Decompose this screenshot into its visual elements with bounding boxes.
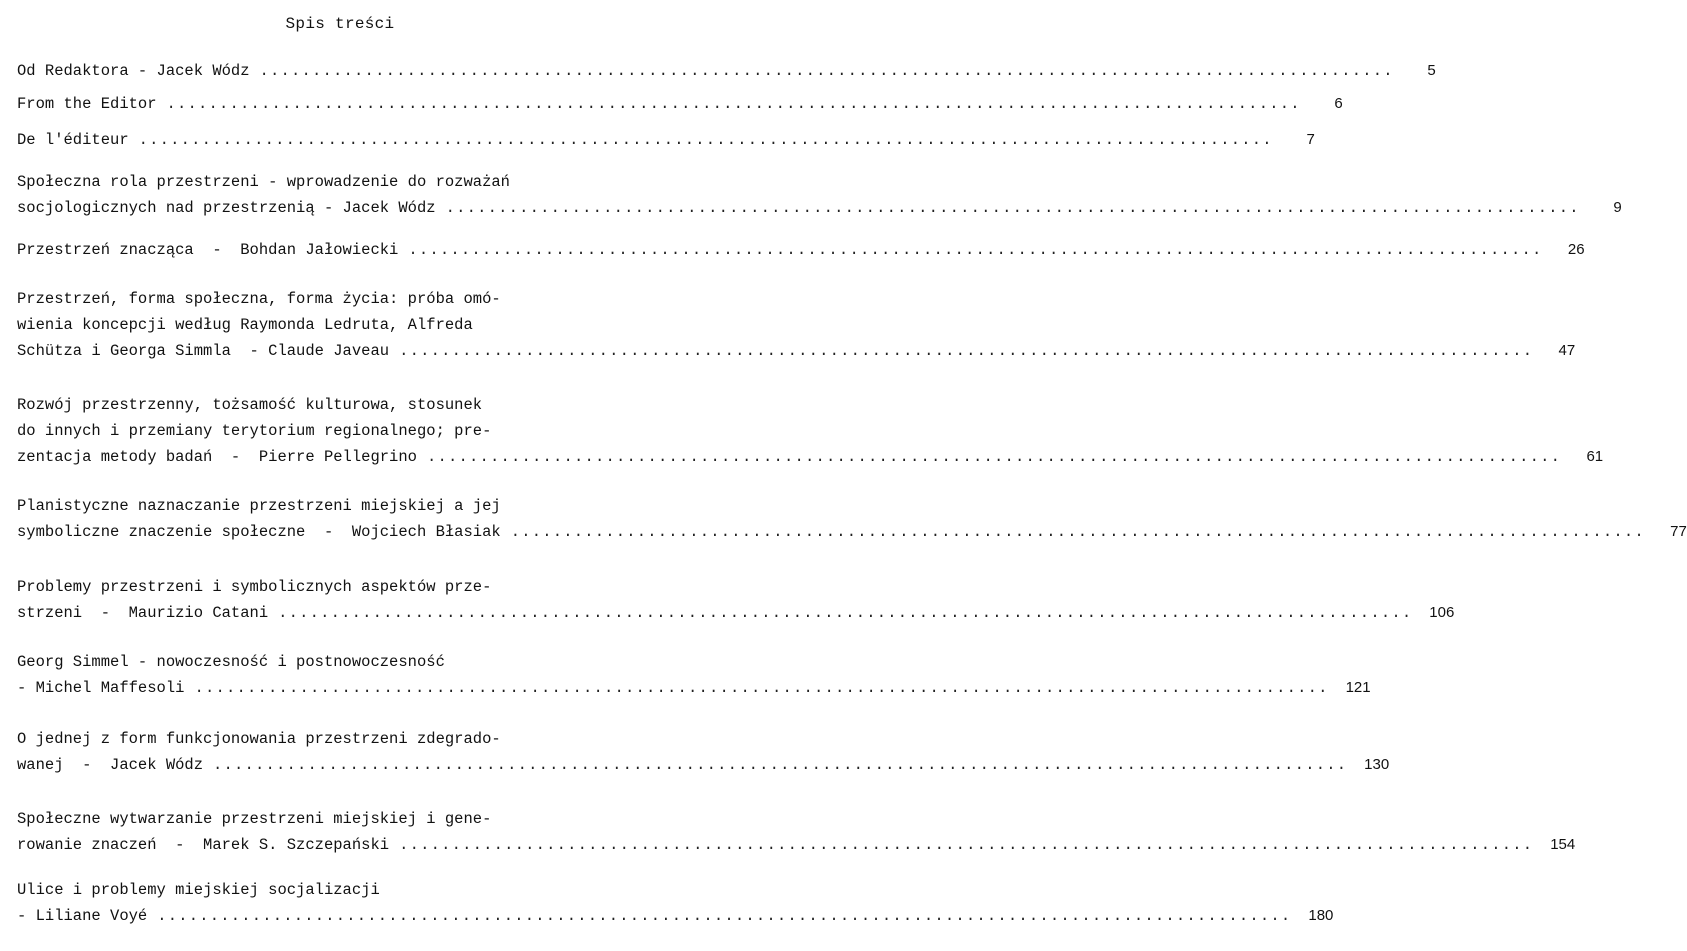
toc-entry (17, 726, 1390, 778)
toc-entry-text: do innych i przemiany terytorium regionalnego; pre- (17, 422, 492, 440)
toc-entry-text: zentacja metody badań - Pierre Pellegrino (17, 448, 417, 466)
toc-entry-line (17, 169, 663, 195)
page-number: 121 (1345, 679, 1371, 696)
toc-entry-line (17, 600, 1455, 626)
page-number: 77 (1670, 523, 1687, 540)
toc-entry-text: Ulice i problemy miejskiej socjalizacji (17, 881, 380, 899)
toc-entry-text: De l'éditeur (17, 131, 129, 149)
page-number: 130 (1364, 756, 1390, 773)
toc-entry-text: Społeczna rola przestrzeni - wprowadzenie do rozważań (17, 173, 510, 191)
page-number: 26 (1567, 241, 1585, 258)
toc-entry-line (17, 338, 1576, 364)
page-number: 7 (1306, 131, 1315, 148)
toc-entry-text: Od Redaktora - Jacek Wódz (17, 62, 250, 80)
toc-entry-text: Schütza i Georga Simmla - Claude Javeau (17, 342, 390, 360)
toc-entry-text: - Liliane Voyé (17, 907, 148, 925)
toc-entry-line (17, 519, 1687, 545)
toc-entry-line (17, 877, 663, 903)
toc-entry-line (17, 312, 663, 338)
toc-entry-line (17, 286, 663, 312)
toc-entry (17, 58, 1436, 84)
dot-leader: ............................................................................................................ (278, 604, 1413, 622)
toc-entry-line (17, 903, 1334, 929)
page-number: 9 (1613, 199, 1622, 216)
toc-entry-text: O jednej z form funkcjonowania przestrzeni zdegrado- (17, 730, 501, 748)
toc-entry-line (17, 675, 1371, 701)
dot-leader: ............................................................................................................ (166, 95, 1301, 113)
page-title: Spis treści (285, 15, 395, 33)
dot-leader: ............................................................................................................ (138, 131, 1273, 149)
toc-entry-text: Społeczne wytwarzanie przestrzeni miejskiej i gene- (17, 810, 492, 828)
toc-entry-line (17, 91, 1343, 117)
toc-entry-text: Georg Simmel - nowoczesność i postnowoczesność (17, 653, 445, 671)
toc-entry-line (17, 806, 663, 832)
dot-leader: ............................................................................................................ (445, 199, 1580, 217)
toc-entry-text: socjologicznych nad przestrzenią - Jacek Wódz (17, 199, 436, 217)
toc-entry-line (17, 832, 1576, 858)
page-number: 154 (1550, 836, 1576, 853)
toc-entry-line (17, 574, 663, 600)
toc-entry-text: Przestrzeń znacząca - Bohdan Jałowiecki (17, 241, 399, 259)
toc-entry-line (17, 752, 1390, 778)
toc-entry-line (17, 237, 1585, 263)
toc-entry-line (17, 127, 1315, 153)
toc-entry-line (17, 444, 1604, 470)
toc-entry (17, 127, 1315, 153)
toc-entry-text: wanej - Jacek Wódz (17, 756, 204, 774)
toc-entry-text: wienia koncepcji według Raymonda Ledruta, Alfreda (17, 316, 473, 334)
page-number: 180 (1308, 907, 1334, 924)
toc-entry-text: strzeni - Maurizio Catani (17, 604, 269, 622)
dot-leader: ............................................................................................................ (399, 836, 1534, 854)
toc-entry-line (17, 195, 1622, 221)
toc-entry-line (17, 58, 1436, 84)
toc-entry-line (17, 726, 663, 752)
dot-leader: ............................................................................................................ (259, 62, 1394, 80)
dot-leader: ............................................................................................................ (408, 241, 1543, 259)
toc-entry-text: Rozwój przestrzenny, tożsamość kulturowa, stosunek (17, 396, 483, 414)
toc-entry (17, 91, 1343, 117)
toc-entry-line (17, 493, 663, 519)
dot-leader: ............................................................................................................ (157, 907, 1292, 925)
page-number: 47 (1558, 342, 1576, 359)
toc-entry-line (17, 418, 663, 444)
toc-entry-text: Przestrzeń, forma społeczna, forma życia: próba omó- (17, 290, 501, 308)
toc-entry-text: Planistyczne naznaczanie przestrzeni miejskiej a jej (17, 497, 501, 515)
page-number: 106 (1429, 604, 1455, 621)
toc-entry (17, 649, 1371, 701)
toc-entry (17, 493, 1687, 545)
dot-leader: ............................................................................................................ (194, 679, 1329, 697)
toc-entry-text: rowanie znaczeń - Marek S. Szczepański (17, 836, 390, 854)
toc-entry (17, 286, 1576, 364)
toc-entry (17, 169, 1622, 221)
page-number: 6 (1334, 95, 1343, 112)
toc-entry (17, 806, 1576, 858)
dot-leader: ............................................................................................................ (426, 448, 1562, 466)
dot-leader: ............................................................................................................ (510, 523, 1645, 541)
toc-entry-text: - Michel Maffesoli (17, 679, 185, 697)
dot-leader: ............................................................................................................ (399, 342, 1534, 360)
toc-entry (17, 877, 1334, 929)
toc-entry-line (17, 392, 663, 418)
toc-entry-text: symboliczne znaczenie społeczne - Wojciech Błasiak (17, 523, 501, 541)
toc-entry (17, 392, 1604, 470)
toc-entry (17, 237, 1585, 263)
dot-leader: ............................................................................................................ (213, 756, 1348, 774)
page-number: 61 (1586, 448, 1604, 465)
page-number: 5 (1427, 62, 1436, 79)
toc-entry-text: From the Editor (17, 95, 157, 113)
toc-entry (17, 574, 1455, 626)
toc-entry-text: Problemy przestrzeni i symbolicznych aspektów prze- (17, 578, 492, 596)
toc-entry-line (17, 649, 663, 675)
